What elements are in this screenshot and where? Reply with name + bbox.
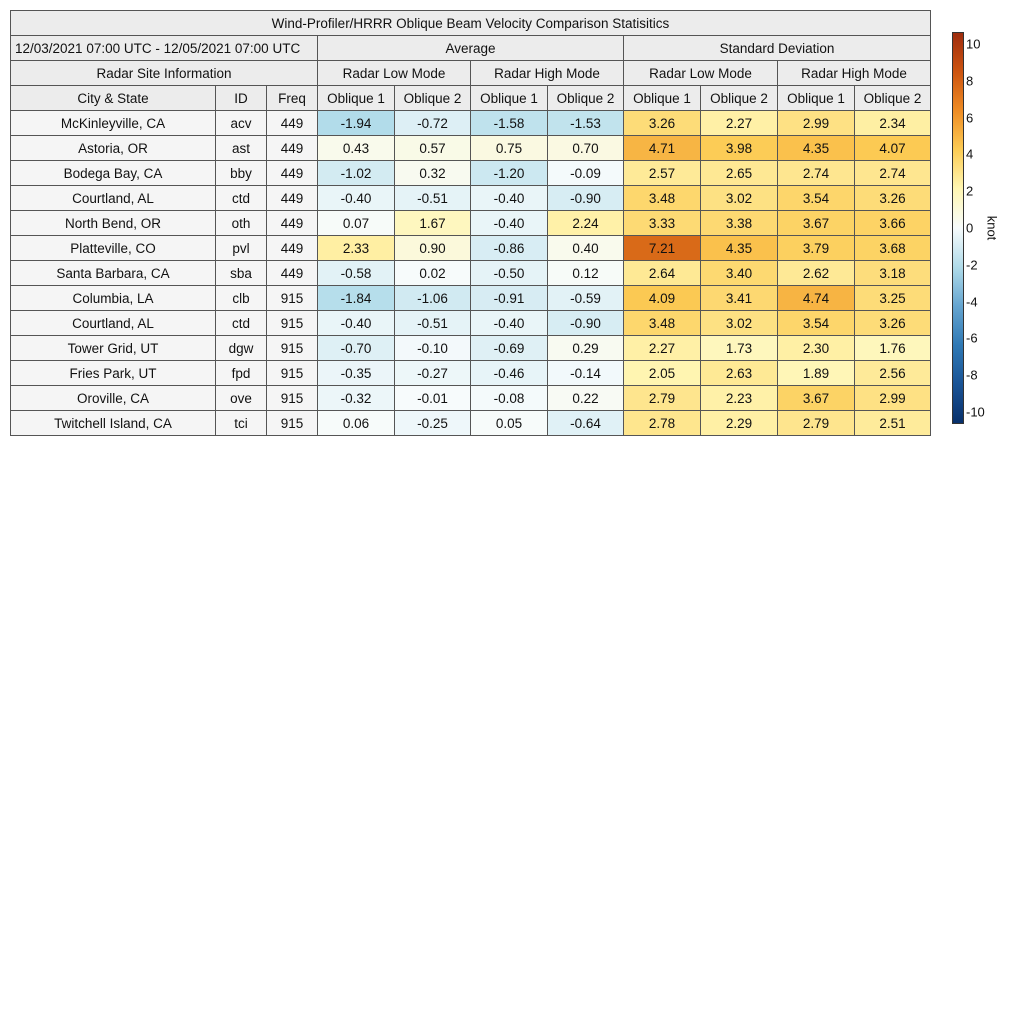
table-row xyxy=(11,386,931,411)
table-row xyxy=(11,186,931,211)
table-row xyxy=(11,361,931,386)
value-cell-avg-high-ob2: -0.90 xyxy=(548,311,624,336)
id-cell: ove xyxy=(216,386,267,411)
value-cell-avg-high-ob2: -0.64 xyxy=(548,411,624,436)
id-cell: acv xyxy=(216,111,267,136)
value-cell-sd-low-ob2: 2.65 xyxy=(701,161,778,186)
id-cell: bby xyxy=(216,161,267,186)
value-cell-avg-high-ob2: -0.90 xyxy=(548,186,624,211)
value-cell-sd-low-ob1: 2.64 xyxy=(624,261,701,286)
col-avg-high-ob1-header: Oblique 1 xyxy=(471,86,548,111)
id-cell: sba xyxy=(216,261,267,286)
col-id-header: ID xyxy=(216,86,267,111)
value-cell-sd-low-ob1: 2.57 xyxy=(624,161,701,186)
value-cell-sd-high-ob2: 2.99 xyxy=(855,386,931,411)
table-row xyxy=(11,411,931,436)
value-cell-avg-high-ob2: 0.40 xyxy=(548,236,624,261)
value-cell-avg-high-ob1: -0.91 xyxy=(471,286,548,311)
value-cell-sd-low-ob1: 2.27 xyxy=(624,336,701,361)
value-cell-sd-high-ob1: 2.79 xyxy=(778,411,855,436)
value-cell-sd-low-ob1: 3.48 xyxy=(624,311,701,336)
value-cell-sd-low-ob1: 4.71 xyxy=(624,136,701,161)
value-cell-sd-low-ob1: 3.26 xyxy=(624,111,701,136)
value-cell-avg-high-ob1: -0.40 xyxy=(471,186,548,211)
col-avg-low-ob2-header: Oblique 2 xyxy=(395,86,471,111)
id-cell: tci xyxy=(216,411,267,436)
colorbar-tick-label: 0 xyxy=(966,220,974,236)
colorbar-tick-label: 6 xyxy=(966,110,974,126)
stddev-group-header: Standard Deviation xyxy=(624,36,931,61)
value-cell-avg-low-ob2: 1.67 xyxy=(395,211,471,236)
value-cell-sd-low-ob2: 2.63 xyxy=(701,361,778,386)
value-cell-sd-high-ob2: 3.18 xyxy=(855,261,931,286)
value-cell-sd-low-ob1: 4.09 xyxy=(624,286,701,311)
table-row xyxy=(11,286,931,311)
value-cell-sd-low-ob1: 3.33 xyxy=(624,211,701,236)
value-cell-sd-high-ob2: 3.26 xyxy=(855,186,931,211)
id-cell: fpd xyxy=(216,361,267,386)
value-cell-avg-high-ob2: -1.53 xyxy=(548,111,624,136)
value-cell-sd-high-ob1: 2.62 xyxy=(778,261,855,286)
value-cell-sd-high-ob1: 3.79 xyxy=(778,236,855,261)
table-row xyxy=(11,136,931,161)
freq-cell: 915 xyxy=(267,361,318,386)
freq-cell: 915 xyxy=(267,336,318,361)
value-cell-avg-low-ob1: 0.07 xyxy=(318,211,395,236)
table-row xyxy=(11,336,931,361)
value-cell-sd-high-ob1: 3.67 xyxy=(778,211,855,236)
colorbar-tick-label: -8 xyxy=(966,367,978,383)
value-cell-sd-high-ob1: 4.74 xyxy=(778,286,855,311)
col-sd-high-ob1-header: Oblique 1 xyxy=(778,86,855,111)
value-cell-avg-low-ob2: 0.32 xyxy=(395,161,471,186)
value-cell-avg-low-ob1: -1.84 xyxy=(318,286,395,311)
value-cell-sd-low-ob1: 2.05 xyxy=(624,361,701,386)
value-cell-avg-high-ob2: 0.70 xyxy=(548,136,624,161)
value-cell-avg-low-ob1: 0.43 xyxy=(318,136,395,161)
value-cell-avg-high-ob1: -0.86 xyxy=(471,236,548,261)
sd-low-mode-header: Radar Low Mode xyxy=(624,61,778,86)
value-cell-sd-high-ob2: 1.76 xyxy=(855,336,931,361)
value-cell-sd-low-ob2: 1.73 xyxy=(701,336,778,361)
id-cell: dgw xyxy=(216,336,267,361)
value-cell-avg-low-ob2: -0.72 xyxy=(395,111,471,136)
city-cell: Platteville, CO xyxy=(11,236,216,261)
value-cell-avg-high-ob2: 0.12 xyxy=(548,261,624,286)
freq-cell: 915 xyxy=(267,311,318,336)
value-cell-avg-low-ob2: 0.02 xyxy=(395,261,471,286)
value-cell-sd-low-ob1: 7.21 xyxy=(624,236,701,261)
id-cell: ctd xyxy=(216,311,267,336)
value-cell-sd-low-ob2: 3.98 xyxy=(701,136,778,161)
colorbar-label: knot xyxy=(984,215,1000,241)
value-cell-avg-high-ob2: 2.24 xyxy=(548,211,624,236)
value-cell-avg-low-ob1: -0.58 xyxy=(318,261,395,286)
col-freq-header: Freq xyxy=(267,86,318,111)
colorbar-tick-label: -4 xyxy=(966,294,978,310)
freq-cell: 449 xyxy=(267,236,318,261)
value-cell-avg-low-ob2: -0.51 xyxy=(395,311,471,336)
value-cell-sd-low-ob2: 2.27 xyxy=(701,111,778,136)
value-cell-avg-low-ob2: -0.51 xyxy=(395,186,471,211)
freq-cell: 449 xyxy=(267,211,318,236)
time-period: 12/03/2021 07:00 UTC - 12/05/2021 07:00 UTC xyxy=(11,36,318,61)
value-cell-avg-low-ob1: -0.32 xyxy=(318,386,395,411)
value-cell-sd-low-ob1: 3.48 xyxy=(624,186,701,211)
value-cell-avg-high-ob2: -0.09 xyxy=(548,161,624,186)
col-city-header: City & State xyxy=(11,86,216,111)
value-cell-sd-high-ob1: 1.89 xyxy=(778,361,855,386)
value-cell-avg-high-ob1: -1.20 xyxy=(471,161,548,186)
value-cell-avg-high-ob2: 0.29 xyxy=(548,336,624,361)
city-cell: Courtland, AL xyxy=(11,311,216,336)
colorbar-tick-label: -10 xyxy=(966,404,985,420)
col-sd-low-ob2-header: Oblique 2 xyxy=(701,86,778,111)
value-cell-sd-high-ob2: 3.68 xyxy=(855,236,931,261)
avg-high-mode-header: Radar High Mode xyxy=(471,61,624,86)
value-cell-sd-high-ob1: 3.54 xyxy=(778,311,855,336)
value-cell-avg-low-ob2: 0.90 xyxy=(395,236,471,261)
col-avg-low-ob1-header: Oblique 1 xyxy=(318,86,395,111)
table-row xyxy=(11,161,931,186)
value-cell-avg-low-ob2: -0.10 xyxy=(395,336,471,361)
id-cell: oth xyxy=(216,211,267,236)
city-cell: Fries Park, UT xyxy=(11,361,216,386)
value-cell-avg-high-ob1: -0.40 xyxy=(471,211,548,236)
city-cell: McKinleyville, CA xyxy=(11,111,216,136)
id-cell: ast xyxy=(216,136,267,161)
value-cell-sd-high-ob2: 2.56 xyxy=(855,361,931,386)
value-cell-avg-high-ob1: -0.40 xyxy=(471,311,548,336)
value-cell-avg-low-ob2: 0.57 xyxy=(395,136,471,161)
value-cell-avg-low-ob2: -0.01 xyxy=(395,386,471,411)
city-cell: Astoria, OR xyxy=(11,136,216,161)
value-cell-sd-low-ob2: 3.41 xyxy=(701,286,778,311)
value-cell-sd-low-ob2: 2.23 xyxy=(701,386,778,411)
value-cell-avg-low-ob1: 0.06 xyxy=(318,411,395,436)
value-cell-avg-high-ob1: -0.08 xyxy=(471,386,548,411)
value-cell-avg-high-ob1: -0.69 xyxy=(471,336,548,361)
col-avg-high-ob2-header: Oblique 2 xyxy=(548,86,624,111)
value-cell-avg-low-ob1: -1.02 xyxy=(318,161,395,186)
colorbar-tick-label: 10 xyxy=(966,36,981,52)
value-cell-avg-high-ob2: 0.22 xyxy=(548,386,624,411)
avg-low-mode-header: Radar Low Mode xyxy=(318,61,471,86)
value-cell-sd-high-ob1: 2.74 xyxy=(778,161,855,186)
id-cell: clb xyxy=(216,286,267,311)
id-cell: ctd xyxy=(216,186,267,211)
table-row xyxy=(11,236,931,261)
site-info-header: Radar Site Information xyxy=(11,61,318,86)
value-cell-sd-high-ob1: 2.30 xyxy=(778,336,855,361)
value-cell-avg-high-ob1: -0.46 xyxy=(471,361,548,386)
col-sd-low-ob1-header: Oblique 1 xyxy=(624,86,701,111)
value-cell-sd-high-ob2: 2.74 xyxy=(855,161,931,186)
value-cell-avg-low-ob1: -0.40 xyxy=(318,311,395,336)
freq-cell: 915 xyxy=(267,411,318,436)
value-cell-sd-low-ob2: 3.40 xyxy=(701,261,778,286)
value-cell-avg-high-ob2: -0.59 xyxy=(548,286,624,311)
value-cell-sd-high-ob2: 4.07 xyxy=(855,136,931,161)
table-row xyxy=(11,111,931,136)
city-cell: Courtland, AL xyxy=(11,186,216,211)
value-cell-sd-low-ob2: 3.02 xyxy=(701,311,778,336)
value-cell-sd-high-ob1: 3.54 xyxy=(778,186,855,211)
value-cell-sd-low-ob1: 2.79 xyxy=(624,386,701,411)
freq-cell: 449 xyxy=(267,161,318,186)
table-title: Wind-Profiler/HRRR Oblique Beam Velocity Comparison Statisitics xyxy=(11,11,931,36)
table-row xyxy=(11,211,931,236)
table-row xyxy=(11,261,931,286)
city-cell: Tower Grid, UT xyxy=(11,336,216,361)
colorbar-tick-label: 8 xyxy=(966,73,974,89)
value-cell-avg-low-ob2: -1.06 xyxy=(395,286,471,311)
colorbar-tick-label: 2 xyxy=(966,183,974,199)
average-group-header: Average xyxy=(318,36,624,61)
colorbar-tick-label: 4 xyxy=(966,146,974,162)
value-cell-avg-low-ob1: 2.33 xyxy=(318,236,395,261)
value-cell-avg-high-ob1: -1.58 xyxy=(471,111,548,136)
value-cell-sd-high-ob2: 3.26 xyxy=(855,311,931,336)
city-cell: Santa Barbara, CA xyxy=(11,261,216,286)
value-cell-avg-high-ob1: -0.50 xyxy=(471,261,548,286)
value-cell-sd-high-ob2: 2.34 xyxy=(855,111,931,136)
value-cell-sd-low-ob2: 3.02 xyxy=(701,186,778,211)
freq-cell: 449 xyxy=(267,111,318,136)
value-cell-avg-high-ob2: -0.14 xyxy=(548,361,624,386)
value-cell-sd-low-ob2: 2.29 xyxy=(701,411,778,436)
value-cell-sd-low-ob1: 2.78 xyxy=(624,411,701,436)
city-cell: North Bend, OR xyxy=(11,211,216,236)
value-cell-sd-high-ob1: 2.99 xyxy=(778,111,855,136)
value-cell-avg-low-ob2: -0.25 xyxy=(395,411,471,436)
value-cell-sd-high-ob1: 3.67 xyxy=(778,386,855,411)
colorbar xyxy=(952,32,964,424)
colorbar-tick-label: -6 xyxy=(966,330,978,346)
city-cell: Bodega Bay, CA xyxy=(11,161,216,186)
value-cell-avg-low-ob1: -0.35 xyxy=(318,361,395,386)
colorbar-tick-label: -2 xyxy=(966,257,978,273)
value-cell-sd-high-ob2: 2.51 xyxy=(855,411,931,436)
freq-cell: 449 xyxy=(267,186,318,211)
city-cell: Columbia, LA xyxy=(11,286,216,311)
id-cell: pvl xyxy=(216,236,267,261)
sd-high-mode-header: Radar High Mode xyxy=(778,61,931,86)
value-cell-avg-low-ob1: -0.40 xyxy=(318,186,395,211)
value-cell-avg-low-ob1: -0.70 xyxy=(318,336,395,361)
col-sd-high-ob2-header: Oblique 2 xyxy=(855,86,931,111)
freq-cell: 449 xyxy=(267,136,318,161)
freq-cell: 915 xyxy=(267,386,318,411)
value-cell-avg-low-ob2: -0.27 xyxy=(395,361,471,386)
statistics-table xyxy=(10,10,931,436)
value-cell-avg-high-ob1: 0.75 xyxy=(471,136,548,161)
value-cell-sd-high-ob2: 3.25 xyxy=(855,286,931,311)
value-cell-sd-high-ob1: 4.35 xyxy=(778,136,855,161)
value-cell-sd-high-ob2: 3.66 xyxy=(855,211,931,236)
city-cell: Twitchell Island, CA xyxy=(11,411,216,436)
value-cell-avg-low-ob1: -1.94 xyxy=(318,111,395,136)
freq-cell: 449 xyxy=(267,261,318,286)
freq-cell: 915 xyxy=(267,286,318,311)
value-cell-sd-low-ob2: 4.35 xyxy=(701,236,778,261)
value-cell-sd-low-ob2: 3.38 xyxy=(701,211,778,236)
city-cell: Oroville, CA xyxy=(11,386,216,411)
table-row xyxy=(11,311,931,336)
value-cell-avg-high-ob1: 0.05 xyxy=(471,411,548,436)
